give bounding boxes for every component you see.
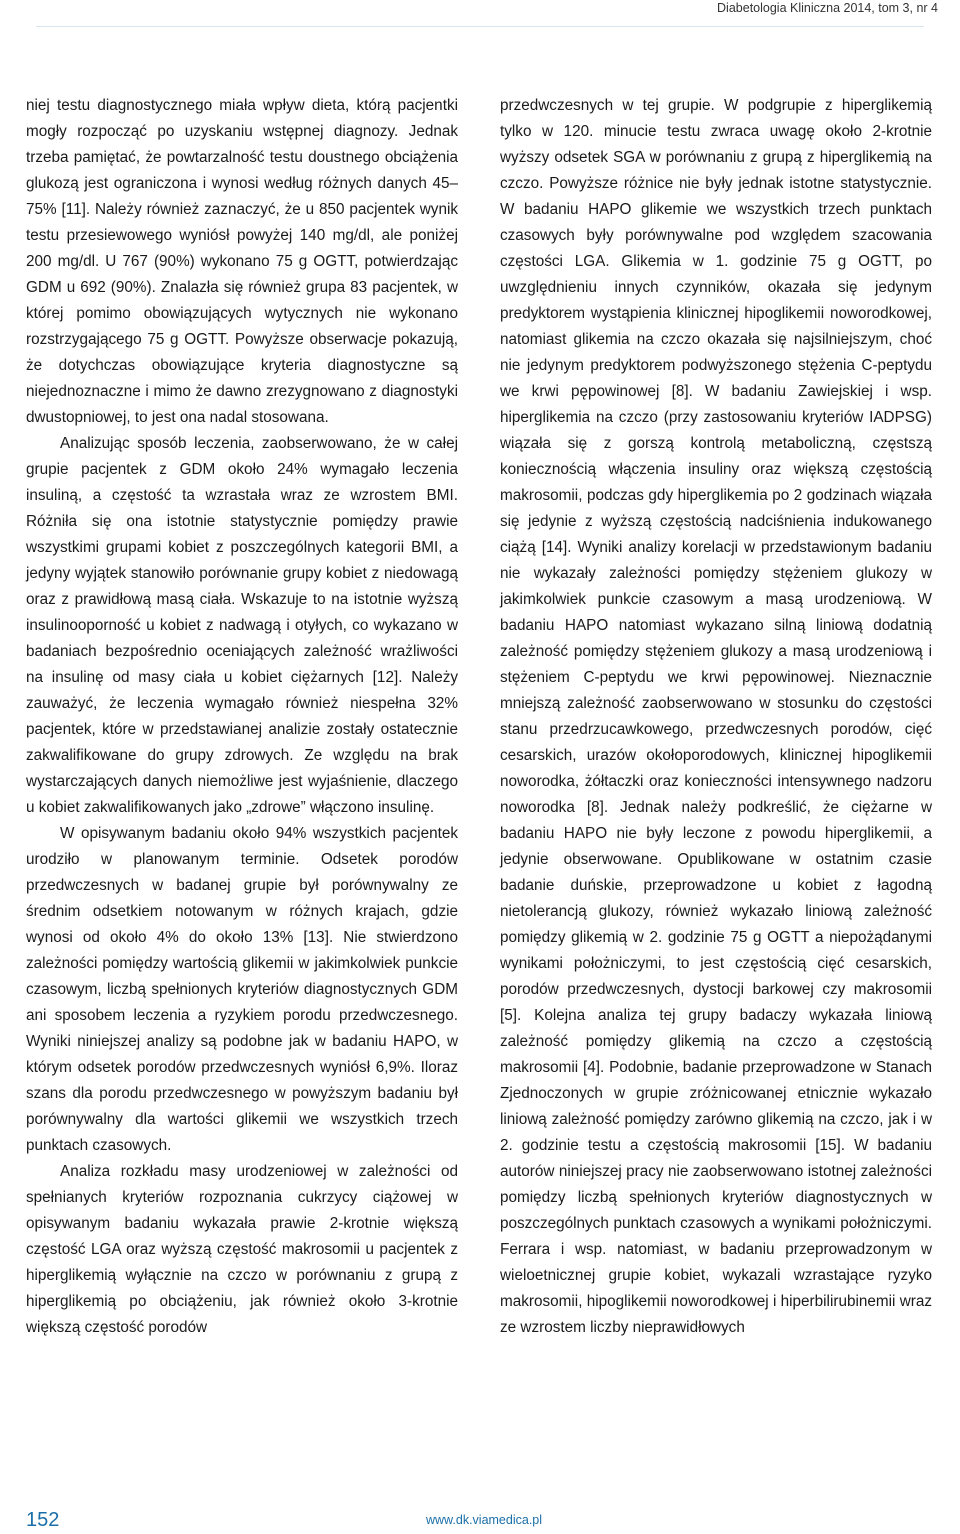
header-divider: [36, 26, 924, 27]
paragraph: Analizując sposób leczenia, zaobserwowano, że w całej grupie pacjentek z GDM około 24% wymagało leczenia insuliną, a częstość ta wzrastała wraz ze wzrostem BMI. Różniła się ona istotnie statystycznie pomiędzy prawie wszystkimi grupami kobiet z poszczególnych kategorii BMI, a jedyny wyjątek stanowiło porównanie grupy kobiet z niedowagą oraz z prawidłową masą ciała. Wskazuje to na istotnie wyższą insulinooporność u kobiet z nadwagą i otyłych, co wykazano w badaniach bezpośrednio oceniających zależność wrażliwości na insulinę od masy ciała u kobiet ciężarnych [12]. Należy zauważyć, że leczenia wymagało również niespełna 32% pacjentek, które w przedstawianej analizie zostały ostatecznie zakwalifikowane do grupy zdrowych. Ze względu na brak wystarczających danych niemożliwe jest wyjaśnienie, dlaczego u kobiet zakwalifikowanych jako „zdrowe” włączono insulinę.: [26, 435, 458, 816]
paragraph: W opisywanym badaniu około 94% wszystkich pacjentek urodziło w planowanym terminie. Odsetek porodów przedwczesnych w badanej grupie był porównywalny ze średnim odsetkiem notowanym w różnych krajach, gdzie wynosi od około 4% do około 13% [13]. Nie stwierdzono zależności pomiędzy wartością glikemii w jakimkolwiek punkcie czasowym, liczbą spełnionych kryteriów diagnostycznych GDM ani sposobem leczenia a ryzykiem porodu przedwczesnego. Wyniki niniejszej analizy są podobne jak w badaniu HAPO, w którym odsetek porodów przedwczesnych wyniósł 6,9%. Iloraz szans dla porodu przedwczesnego w powyższym badaniu był porównywalny dla wartości glikemii we wszystkich trzech punktach czasowych.: [26, 825, 458, 1154]
footer-url[interactable]: www.dk.viamedica.pl: [426, 1513, 543, 1527]
running-header: Diabetologia Kliniczna 2014, tom 3, nr 4: [717, 1, 938, 15]
right-column: [500, 93, 932, 1341]
paragraph: niej testu diagnostycznego miała wpływ dieta, którą pacjentki mogły rozpocząć po uzyskaniu wstępnej diagnozy. Jednak trzeba pamiętać, że powtarzalność testu doustnego obciążenia glukozą jest ograniczona i wynosi według różnych danych 45–75% [11]. Należy również zaznaczyć, że u 850 pacjentek wynik testu przesiewowego wyniósł powyżej 140 mg/dl, ale poniżej 200 mg/dl. U 767 (90%) wykonano 75 g OGTT, potwierdzając GDM u 692 (90%). Znalazła się również grupa 83 pacjentek, w której pomimo obowiązujących wytycznych nie wykonano rozstrzygającego 75 g OGTT. Powyższe obserwacje pokazują, że dotychczas obowiązujące kryteria diagnostyczne są niejednoznaczne i mimo że dawno zrezygnowano z diagnostyki dwustopniowej, to jest ona nadal stosowana.: [26, 97, 458, 426]
left-column: [26, 93, 458, 1341]
page-number: 152: [26, 1509, 60, 1531]
paragraph: przedwczesnych w tej grupie. W podgrupie z hiperglikemią tylko w 120. minucie testu zwraca uwagę około 2-krotnie wyższy odsetek SGA w porównaniu z grupą z hiperglikemią na czczo. Powyższe różnice nie były jednak istotne statystycznie. W badaniu HAPO glikemie we wszystkich trzech punktach czasowych były porównywalne pod względem szacowania częstości LGA. Glikemia w 1. godzinie 75 g OGTT, po uwzględnieniu innych czynników, okazała się jedynym predyktorem wystąpienia klinicznej hipoglikemii noworodkowej, natomiast glikemia na czczo okazała się najsilniejszym, choć nie jedynym predyktorem podwyższonego stężenia C-peptydu we krwi pępowinowej [8]. W badaniu Zawiejskiej i wsp. hiperglikemia na czczo (przy zastosowaniu kryteriów IADPSG) wiązała się z gorszą kontrolą metaboliczną, częstszą koniecznością włączenia insuliny oraz większą częstością makrosomii, podczas gdy hiperglikemia po 2 godzinach wiązała się jedynie z wyższą częstością nadciśnienia indukowanego ciążą [14]. Wyniki analizy korelacji w przedstawionym badaniu nie wykazały zależności pomiędzy stężeniem glukozy w jakimkolwiek punkcie czasowym a masą urodzeniową. W badaniu HAPO natomiast wykazano silną liniową dodatnią zależność pomiędzy stężeniem glukozy a masą urodzeniową i stężeniem C-peptydu we krwi pępowinowej. Nieznacznie mniejszą zależność zaobserwowano w stosunku do częstości stanu przedrzucawkowego, przedwczesnych porodów, cięć cesarskich, urazów okołoporodowych, klinicznej hipoglikemii noworodka, żółtaczki oraz konieczności intensywnego nadzoru noworodka [8]. Jednak należy podkreślić, że ciężarne w badaniu HAPO nie były leczone z powodu hiperglikemii, a jedynie obserwowane. Opublikowane w ostatnim czasie badanie duńskie, przeprowadzone u kobiet z łagodną nietolerancją glukozy, również wykazało liniową zależność pomiędzy glikemią w 2. godzinie 75 g OGTT a niepożądanymi wynikami położniczymi, to jest częstością cięć cesarskich, porodów przedwczesnych, dystocji barkowej czy makrosomii [5]. Kolejna analiza tej grupy badaczy wykazała liniową zależność pomiędzy glikemią na czczo a częstością makrosomii [4]. Podobnie, badanie przeprowadzone w Stanach Zjednoczonych w grupie zróżnicowanej etnicznie wykazało liniową zależność pomiędzy zarówno glikemią na czczo, jak i w 2. godzinie testu a częstością makrosomii [15]. W badaniu autorów niniejszej pracy nie zaobserwowano istotnej zależności pomiędzy liczbą spełnionych kryteriów diagnostycznych w poszczególnych punktach czasowych a wynikami położniczymi. Ferrara i wsp. natomiast, w badaniu przeprowadzonym w wieloetnicznej grupie kobiet, wykazali wzrastające ryzyko makrosomii, hipoglikemii noworodkowej i hiperbilirubinemii wraz ze wzrostem liczby nieprawidłowych: [500, 97, 932, 1336]
paragraph: Analiza rozkładu masy urodzeniowej w zależności od spełnianych kryteriów rozpoznania cukrzycy ciążowej w opisywanym badaniu wykazała prawie 2-krotnie większą częstość LGA oraz wyższą częstość makrosomii u pacjentek z hiperglikemią wyłącznie na czczo w porównaniu z grupą z hiperglikemią po obciążeniu, jak również około 3-krotnie większą częstość porodów: [26, 1163, 458, 1336]
